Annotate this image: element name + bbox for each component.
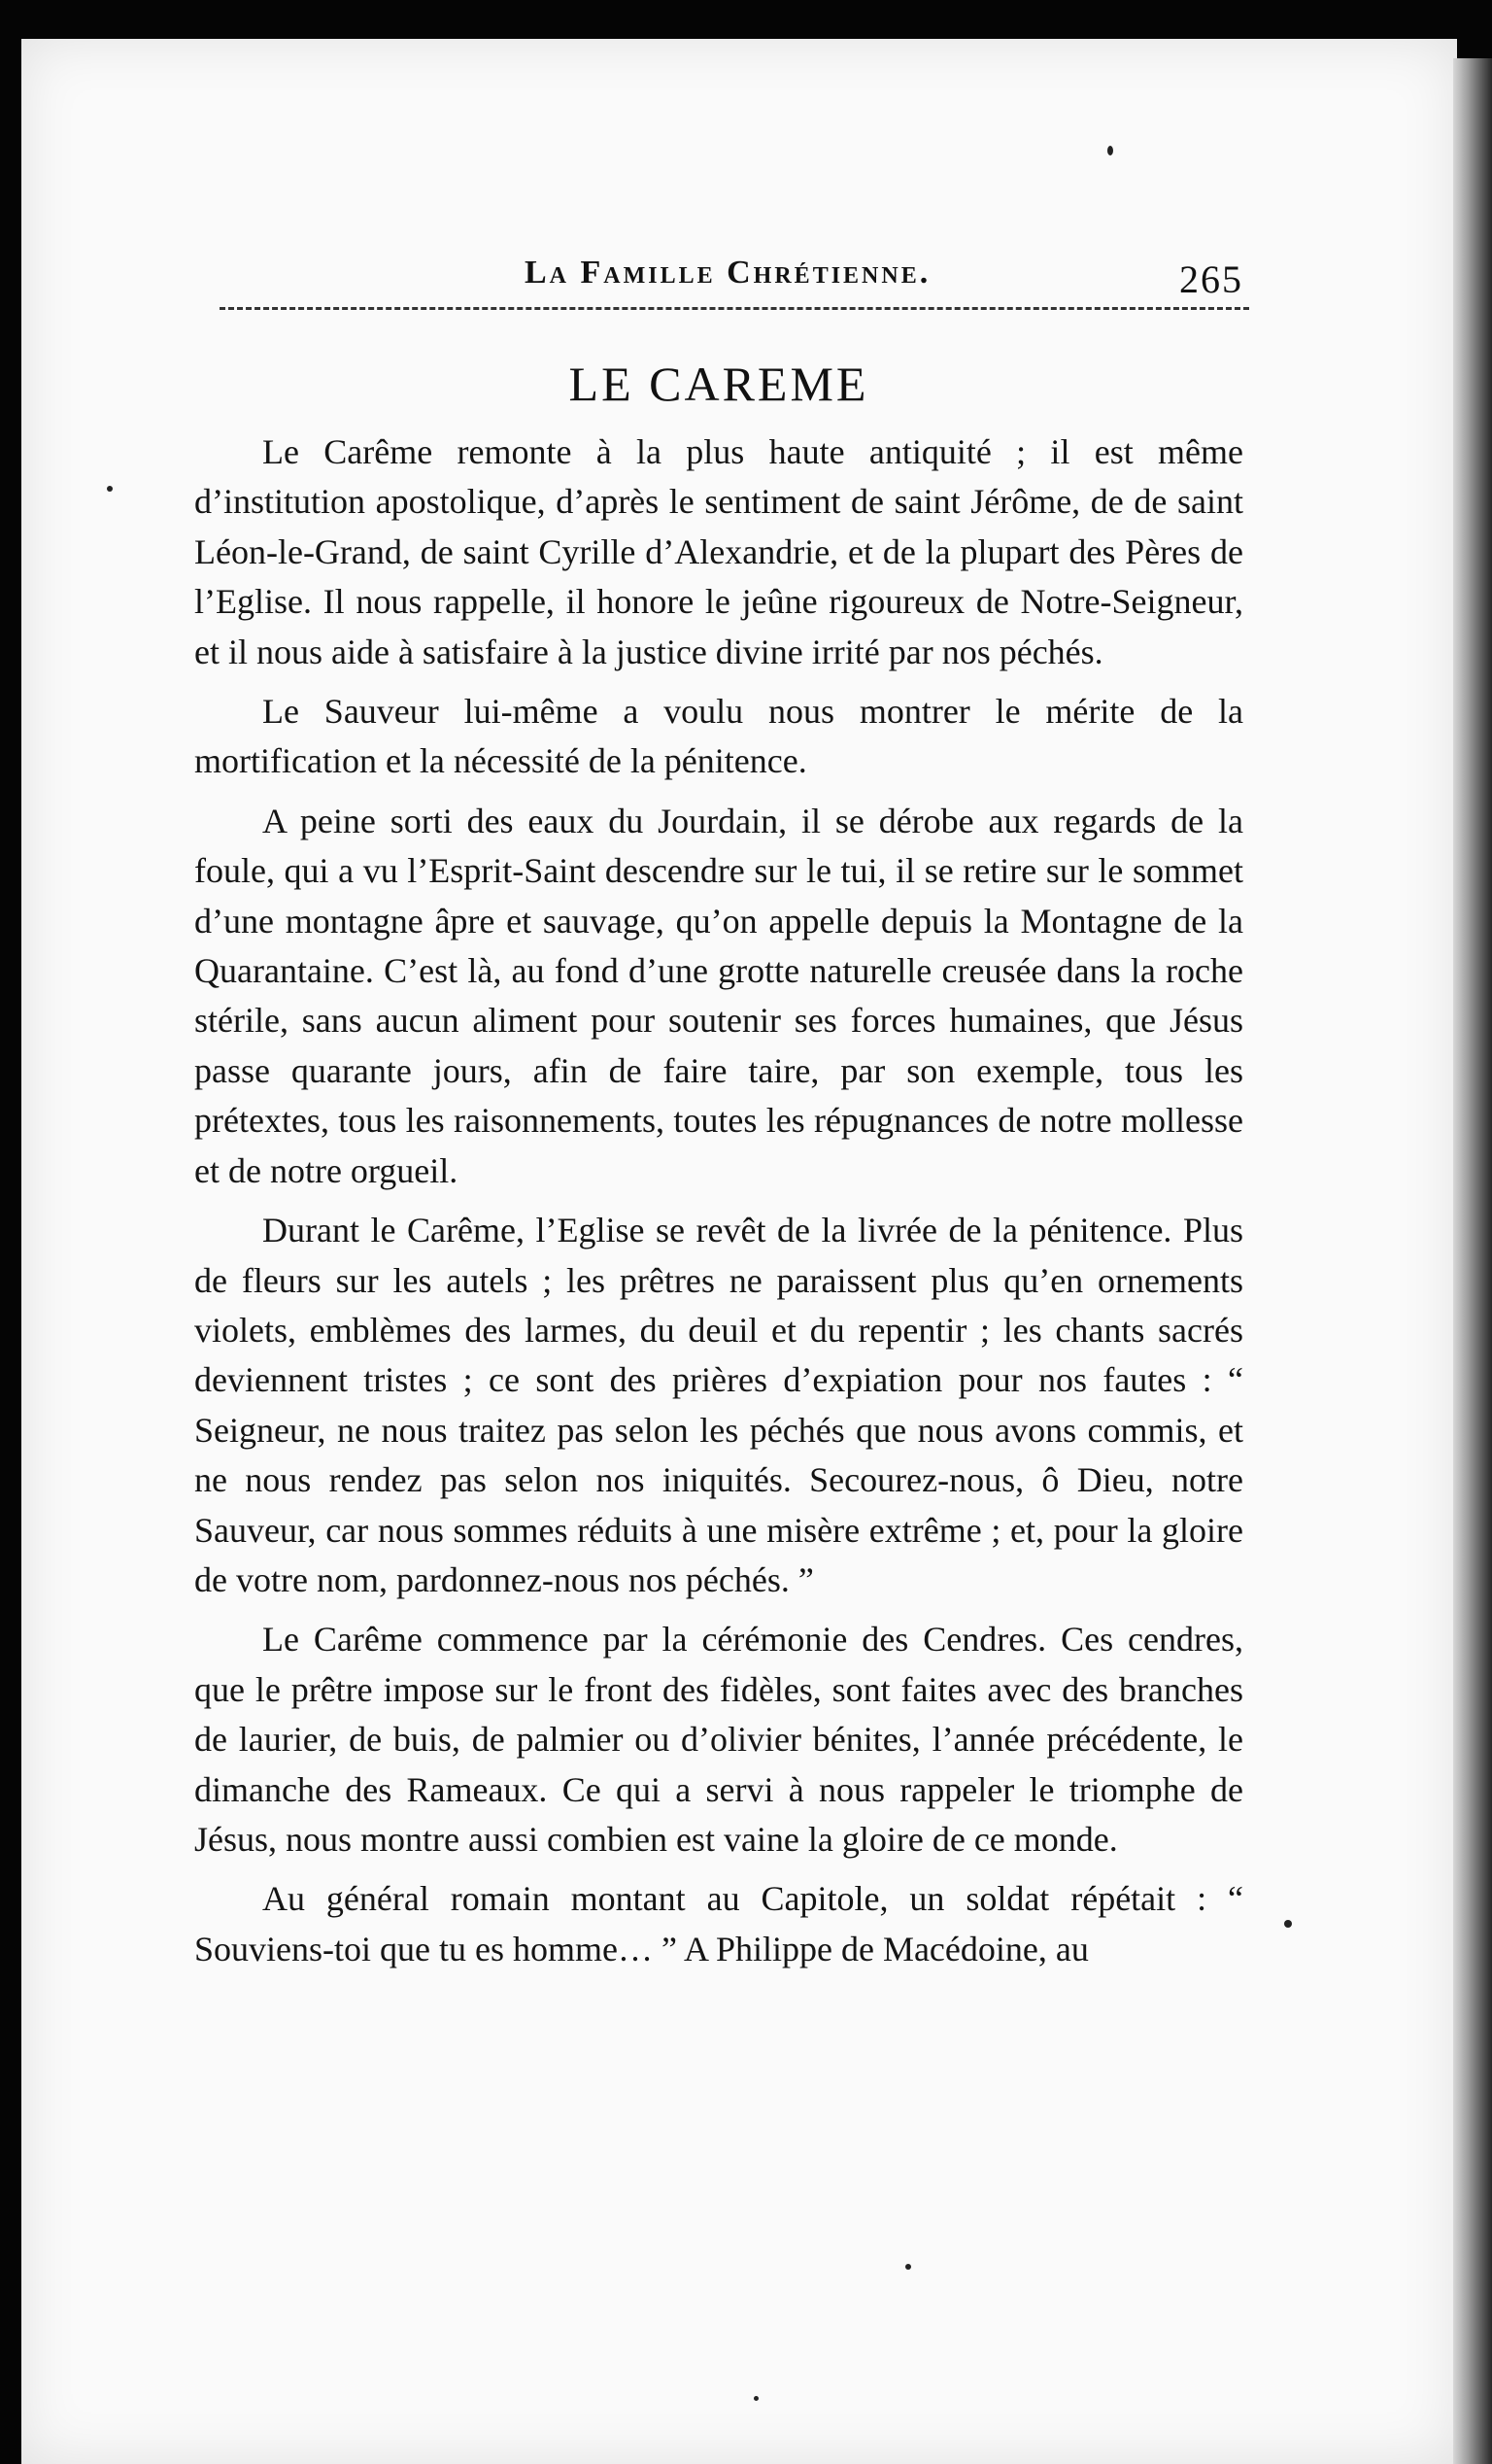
paragraph-sauveur: Le Sauveur lui-même a voulu nous montrer le mérite de la mortification et la nécessité de la pénitence. [194,692,1243,781]
chapter-title: LE CAREME [568,357,869,411]
scan-speck [107,486,113,492]
body-text [194,428,1243,1984]
scan-speck [1107,146,1113,155]
paragraph-desert: A peine sorti des eaux du Jourdain, il se dérobe aux regards de la foule, qui a vu l’Esprit-Saint descendre sur le tui, il se retire sur le sommet d’une montagne âpre et sauvage, qu’on appelle depuis la Montagne de la Quarantaine. C’est là, au fond d’une grotte naturelle creusée dans la roche stérile, sans aucun aliment pour soutenir ses forces humaines, que Jésus passe quarante jours, afin de faire taire, par son exemple, tous les prétextes, tous les raisonnements, toutes les répugnances de notre mollesse et de notre orgueil. [194,801,1243,1190]
page-header [194,255,1243,303]
page-edge-shadow [1453,58,1492,2464]
scan-speck [754,2396,759,2401]
page-number: 265 [1179,257,1243,301]
paragraph-ashes: Le Carême commence par la cérémonie des Cendres. Ces cendres, que le prêtre impose sur le front des fidèles, sont faites avec des branches de laurier, de buis, de palmier ou d’olivier bénites, l’année précédente, le dimanche des Rameaux. Ce qui a servi à nous rappeler le triomphe de Jésus, nous montre aussi combien est vaine la gloire de ce monde. [194,1620,1243,1859]
scan-speck [1284,1920,1292,1928]
paragraph-liturgy: Durant le Carême, l’Eglise se revêt de la livrée de la pénitence. Plus de fleurs sur les autels ; les prêtres ne paraissent plus qu’en ornements violets, emblèmes des larmes, du deuil et du repentir ; les chants sacrés deviennent tristes ; ce sont des prières d’expiation pour nos fautes : “ Seigneur, ne nous traitez pas selon les péchés que nous avons commis, et ne nous rendez pas selon nos iniquités. Secourez-nous, ô Dieu, notre Sauveur, car nous sommes réduits à une misère extrême ; et, pour la gloire de votre nom, pardonnez-nous nos péchés. ” [194,1211,1243,1599]
paragraph-origin: Le Carême remonte à la plus haute antiquité ; il est même d’institution apostolique, d’après le sentiment de saint Jérôme, de de saint Léon-le-Grand, de saint Cyrille d’Alexandrie, et de la plupart des Pères de l’Eglise. Il nous rappelle, il honore le jeûne rigoureux de Notre-Seigneur, et il nous aide à satisfaire à la justice divine irrité par nos péchés. [194,432,1243,671]
running-title: La Famille Chrétienne. [525,255,932,291]
scan-speck [905,2264,911,2270]
header-rule [220,307,1249,310]
paragraph-capitole: Au général romain montant au Capitole, un soldat répétait : “ Souviens-toi que tu es homme… ” A Philippe de Macédoine, au [194,1879,1243,1968]
